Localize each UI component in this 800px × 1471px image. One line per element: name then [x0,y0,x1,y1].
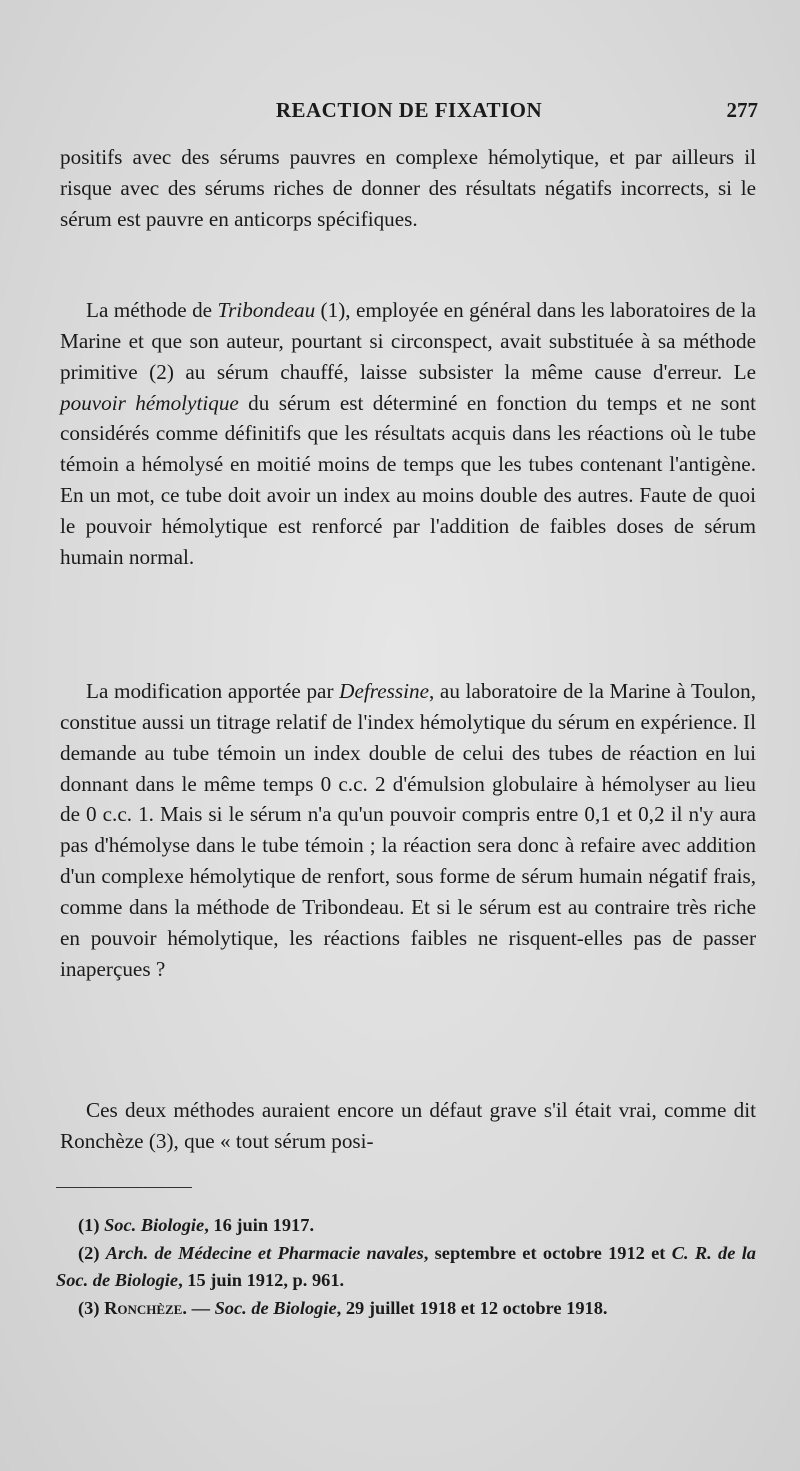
footnote-2-source: Arch. de Médecine et Pharmacie navales [105,1243,424,1264]
paragraph-1: positifs avec des sérums pauvres en complexe hémolytique, et par ailleurs il risque avec des sérums riches de donner des résultats négatifs incorrects, si le sérum est pauvre en anticorps spécifiques. [60,145,756,231]
footnote-separator [56,1187,192,1188]
footnote-3-dash: — [186,1298,215,1319]
footnote-3-number: (3) [78,1298,100,1319]
term-pouvoir-hemolytique: pouvoir hémolytique [60,390,239,415]
paragraph-2-text-b: (1), employée en général dans les laboratoires de la Marine et que son auteur, pourtant si circonspect, avait substituée à sa méthode primitive (2) au sérum chauffé, laisse subsister la même cause d'erreur. Le [60,298,756,384]
footnotes [56,1212,756,1324]
page-header [60,98,758,128]
footnote-3-rest: , 29 juillet 1918 et 12 octobre 1918. [336,1298,608,1319]
footnote-2-number: (2) [78,1243,100,1264]
footnote-1-rest: , 16 juin 1917. [204,1215,315,1235]
footnote-3 [56,1295,756,1321]
footnote-2 [56,1240,756,1293]
paragraph-3-text-a: La modification apportée par [86,679,340,703]
author-name-defressine: Defressine [339,679,429,703]
running-head: REACTION DE FIXATION [275,98,543,122]
footnote-3-author: Ronchèze. [104,1298,187,1319]
paragraph-2-text-a: La méthode de [86,298,218,322]
footnote-3-source: Soc. de Biologie [214,1298,337,1319]
footnote-1-source: Soc. Biologie [104,1215,205,1235]
paragraph-3 [60,676,756,984]
footnote-2-source-2: C. R. de la Soc. de Biologie [56,1243,756,1290]
paragraph-4: Ces deux méthodes auraient encore un défaut grave s'il était vrai, comme dit Ronchèze (3), que « tout sérum posi- [60,1098,756,1153]
footnote-2-rest: , 15 juin 1912, p. 961. [178,1269,345,1290]
footnote-2-mid: , septembre et octobre 1912 et [423,1243,672,1264]
footnote-1-number: (1) [78,1215,100,1235]
paragraph-3-text-b: , au laboratoire de la Marine à Toulon, constitue aussi un titrage relatif de l'index hémolytique du sérum en expérience. Il demande au tube témoin un index double de celui des tubes de réaction en lui donnant dans le même temps 0 c.c. 2 d'émulsion globulaire à hémolyser au lieu de 0 c.c. 1. Mais si le sérum n'a qu'un pouvoir compris entre 0,1 et 0,2 il n'y aura pas d'hémolyse dans le tube témoin ; la réaction sera donc à refaire avec addition d'un complexe hémolytique de renfort, sous forme de sérum humain négatif frais, comme dans la méthode de Tribondeau. Et si le sérum est au contraire très riche en pouvoir hémolytique, les réactions faibles ne risquent-elles pas de passer inaperçues ? [60,679,756,981]
paragraph-2 [60,295,756,573]
author-name-tribondeau: Tribondeau [217,298,316,322]
footnote-1 [56,1212,756,1238]
page-number: 277 [726,98,758,122]
paragraph-2-text-c: du sérum est déterminé en fonction du temps et ne sont considérés comme définitifs que les résultats acquis dans les réactions où le tube témoin a hémolysé en moitié moins de temps que les tubes contenant l'antigène. En un mot, ce tube doit avoir un index au moins double des autres. Faute de quoi le pouvoir hémolytique est renforcé par l'addition de faibles doses de sérum humain normal. [60,390,756,569]
